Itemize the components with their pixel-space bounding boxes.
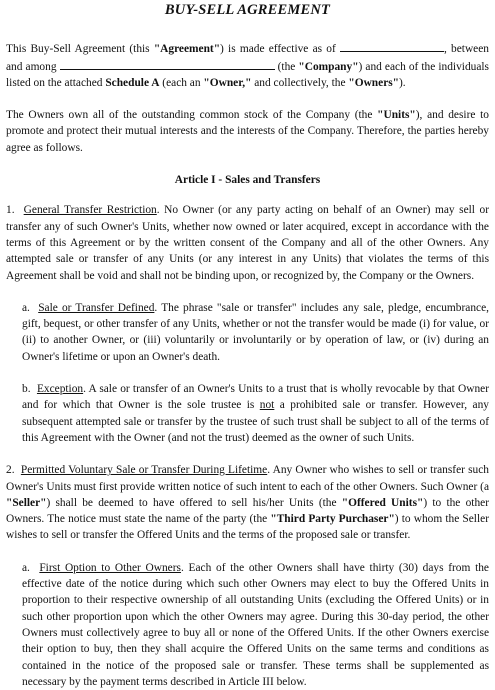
subsection-text: . A sale or transfer of an Owner's Units to a trust that is wholly revocable by that Owner and for which that Owner is the sole trustee is	[22, 383, 489, 412]
section-heading: Permitted Voluntary Sale or Transfer During Lifetime	[20, 464, 268, 477]
effective-date-blank	[340, 40, 444, 52]
section-2a	[6, 560, 489, 690]
intro-text: (the	[274, 60, 299, 73]
intro-text: , between and among	[6, 43, 489, 73]
subsection-text: a prohibited sale or transfer. However, any subsequent attempted sale or transfer by the trustee of such trust shall be subject to all of the terms of this Agreement with the Owner (and not the trust) deemed as the owner of such Units.	[22, 399, 489, 444]
subsection-text: . The phrase "sale or transfer" includes any sale, pledge, encumbrance, gift, bequest, or other transfer of any Units, whether or not the transfer would be made (i) for value, or (ii) to another Owner, or (iii) voluntarily or involuntarily or by operation of law, or (iv) during an Owner's lifetime or upon an Owner's death.	[22, 301, 489, 363]
section-2	[6, 462, 489, 543]
subsection-letter: a.	[22, 561, 30, 574]
subsection-heading: Exception	[36, 383, 84, 396]
section-text: ) to the other Owners. The notice must state the name of the party (the	[6, 496, 489, 526]
owner-term: "Owner,"	[203, 76, 252, 89]
intro-paragraph	[6, 40, 489, 91]
company-name-blank	[60, 58, 275, 70]
recital-text: ), and desire to promote and protect their mutual interests and the interests of the Company. Therefore, the parties hereby agree as follows.	[6, 109, 490, 154]
intro-text: ) and each of the individuals listed on the attached	[6, 60, 489, 89]
intro-text: ).	[399, 76, 406, 89]
intro-text: ) is made effective as of	[220, 43, 340, 56]
emphasis-not: not	[259, 399, 275, 412]
section-number: 2.	[6, 464, 15, 477]
section-text: . Any Owner who wishes to sell or transfer such Owner's Units must first provide written notice of such intent to each of the other Owners. Such Owner (a	[6, 464, 489, 493]
document-title: BUY-SELL AGREEMENT	[164, 2, 331, 18]
section-1b	[6, 381, 489, 446]
company-term: "Company"	[298, 60, 359, 73]
article-heading: Article I - Sales and Transfers	[174, 174, 321, 187]
subsection-text: . Each of the other Owners shall have thirty (30) days from the effective date of the notice during which such other Owners may elect to buy the Offered Units in proportion to their respective ownership of all outstanding Units (excluding the Offered Units) or in such other proportion upon which the other Owners may agree. During this 30-day period, the other Owners must collectively agree to buy all or none of the Offered Units. If the other Owners exercise their option to buy, then they shall acquire the Offered Units on the same terms and conditions as contained in the notice of the proposed sale or transfer. These terms shall be supplemented as necessary by the payment terms described in Article III below.	[22, 561, 489, 688]
section-1a	[6, 300, 489, 365]
offered-units-term: "Offered Units"	[341, 496, 424, 509]
recital-text: The Owners own all of the outstanding common stock of the Company (the	[6, 109, 378, 122]
document-page	[0, 2, 495, 688]
section-number: 1.	[6, 204, 15, 217]
subsection-heading: Sale or Transfer Defined	[38, 301, 155, 314]
section-text: ) to whom the Seller wishes to sell or transfer the Offered Units and the terms of the proposed sale or transfer.	[6, 513, 489, 542]
intro-text: This Buy-Sell Agreement (this	[6, 43, 154, 56]
section-text: . No Owner (or any party acting on behalf of an Owner) may sell or transfer any of such Owner's Units, whether now owned or later acquired, except in accordance with the terms of this Agreement or by the written consent of the Company and all of the other Owners. Any attempted sale or transfer of any Units (or any interest in any Units) that violates the terms of this Agreement shall be void and shall not be binding upon, or recognized by, the Company or the Owners.	[6, 204, 489, 282]
units-term: "Units"	[377, 109, 416, 122]
subsection-letter: b.	[22, 383, 31, 396]
intro-text: and collectively, the	[251, 76, 349, 89]
subsection-heading: First Option to Other Owners	[39, 561, 181, 574]
recital-paragraph	[6, 107, 489, 156]
section-text: ) shall be deemed to have offered to sell his/her Units (the	[46, 496, 342, 509]
seller-term: "Seller"	[6, 496, 47, 509]
subsection-letter: a.	[22, 301, 30, 314]
schedule-a-term: Schedule A	[105, 76, 160, 89]
agreement-term: "Agreement"	[153, 43, 221, 56]
section-heading: General Transfer Restriction	[23, 204, 157, 217]
intro-text: (each an	[159, 76, 204, 89]
section-1	[6, 202, 489, 283]
owners-term: "Owners"	[348, 76, 400, 89]
third-party-purchaser-term: "Third Party Purchaser"	[270, 513, 395, 526]
